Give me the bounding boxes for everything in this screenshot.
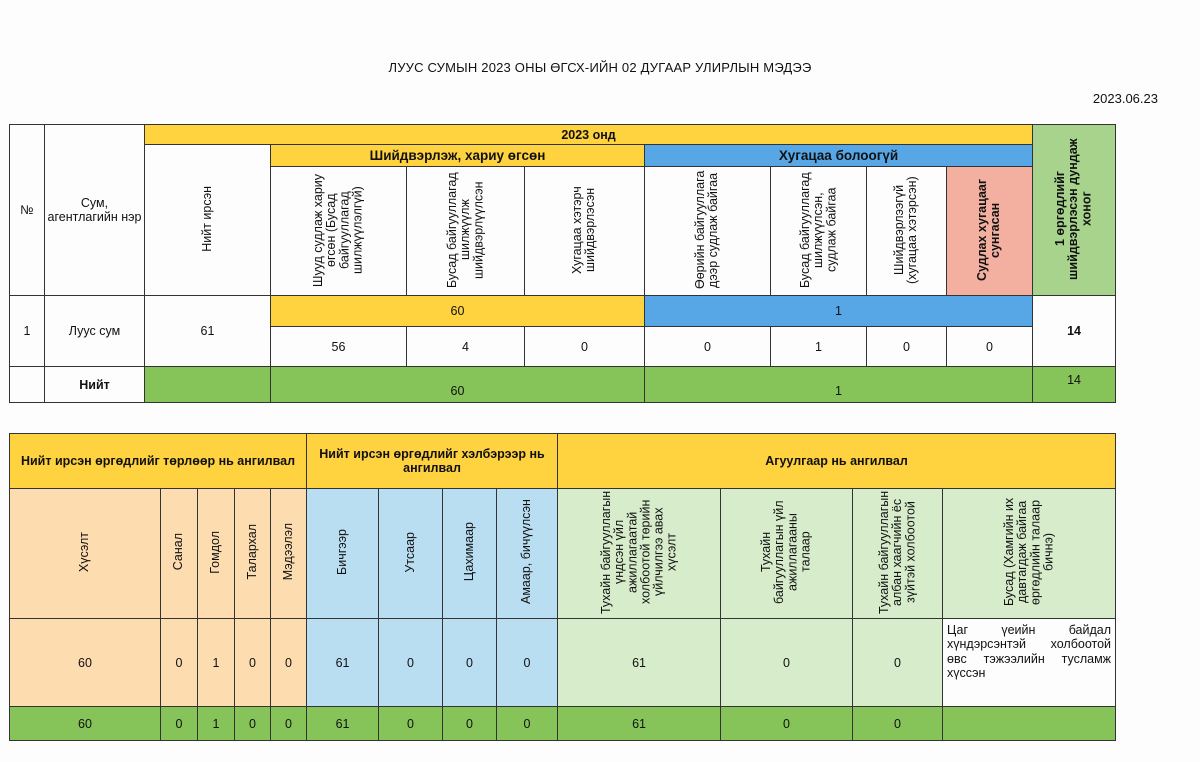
total-total <box>145 367 271 403</box>
t-request: 60 <box>10 707 161 741</box>
h-report <box>271 489 307 619</box>
h-content-other <box>943 489 1116 619</box>
h-phone <box>379 489 443 619</box>
t-complaint: 1 <box>198 707 235 741</box>
h-content-activity <box>721 489 853 619</box>
row-direct: 56 <box>271 327 407 367</box>
sub-other-header <box>771 167 867 296</box>
sub-overdue-label: Хугацаа хэтэрч шийдвэрлэсэн <box>570 185 598 274</box>
group-type-header: Нийт ирсэн өргөдлийг төрлөөр нь ангилвал <box>10 434 307 489</box>
h-report-label: Мэдээлэл <box>280 523 295 581</box>
t-thanks: 0 <box>235 707 271 741</box>
h-content-activity-label: Тухайн байгууллагын үйл ажиллагааны талаар <box>759 500 813 604</box>
h-written <box>307 489 379 619</box>
sub-extended-header <box>947 167 1033 296</box>
col-no-header: № <box>10 125 45 296</box>
sub-overdue-header <box>525 167 645 296</box>
r-content-service: 61 <box>558 619 721 707</box>
h-email <box>443 489 497 619</box>
h-written-label: Бичгээр <box>334 529 349 575</box>
t-phone: 0 <box>379 707 443 741</box>
group-form-header: Нийт ирсэн өргөдлийг хэлбэрээр нь ангилвал <box>307 434 558 489</box>
col-total-label: Нийт ирсэн <box>199 185 214 252</box>
row-overdue: 0 <box>525 327 645 367</box>
total-pending: 1 <box>645 367 1033 403</box>
classification-table <box>9 433 1116 741</box>
row-pending-sum: 1 <box>645 296 1033 327</box>
r-complaint: 1 <box>198 619 235 707</box>
h-content-service <box>558 489 721 619</box>
r-content-ethics: 0 <box>853 619 943 707</box>
total-avg: 14 <box>1033 367 1116 403</box>
sub-transferred-label: Бусад байгууллагад шилжүүлж шийдвэрлүүлсэн <box>444 171 486 288</box>
h-content-ethics-label: Тухайн байгууллагын албан хаагчийн ёс зүйтэй холбоотой <box>876 490 918 614</box>
h-phone-label: Утсаар <box>402 531 417 573</box>
t-proposal: 0 <box>161 707 198 741</box>
sub-transferred-header <box>407 167 525 296</box>
h-request <box>10 489 161 619</box>
h-content-service-label: Тухайн байгууллагын үндсэн үйл ажиллагаатай холбоотой төрийн үйлчилгээ авах хүсэлт <box>598 490 679 614</box>
h-thanks <box>235 489 271 619</box>
t-content-ethics: 0 <box>853 707 943 741</box>
year-header: 2023 онд <box>145 125 1033 145</box>
t-report: 0 <box>271 707 307 741</box>
t-content-activity: 0 <box>721 707 853 741</box>
row-extended: 0 <box>947 327 1033 367</box>
r-report: 0 <box>271 619 307 707</box>
h-request-label: Хүсэлт <box>77 531 92 573</box>
h-oral <box>497 489 558 619</box>
sub-own-header <box>645 167 771 296</box>
t-content-other <box>943 707 1116 741</box>
row-own: 0 <box>645 327 771 367</box>
t-email: 0 <box>443 707 497 741</box>
row-resolved-sum: 60 <box>271 296 645 327</box>
h-thanks-label: Талархал <box>244 524 259 580</box>
total-resolved: 60 <box>271 367 645 403</box>
h-content-other-label: Бусад (Хамгийн их давтагдаж байгаа өргөдлийн талаар бичнэ) <box>1001 497 1056 607</box>
sub-unresolved-label: Шийдвэрлээгүй (хугацаа хэтэрсэн) <box>892 175 920 284</box>
row-transferred: 4 <box>407 327 525 367</box>
col-name-header: Сум, агентлагийн нэр <box>45 125 145 296</box>
col-total-header <box>145 145 271 296</box>
sub-unresolved-header <box>867 167 947 296</box>
h-complaint-label: Гомдол <box>208 530 223 574</box>
h-proposal <box>161 489 198 619</box>
sub-direct-label: Шууд судлаж хариу өгсөн (Бусад байгууллагад шилжүүлэлгүй) <box>311 173 365 287</box>
row-other: 1 <box>771 327 867 367</box>
r-thanks: 0 <box>235 619 271 707</box>
r-phone: 0 <box>379 619 443 707</box>
row-avg: 14 <box>1033 296 1116 367</box>
row-total: 61 <box>145 296 271 367</box>
group-resolved-header: Шийдвэрлэж, хариу өгсөн <box>271 145 645 167</box>
sub-own-label: Өөрийн байгууллага дээр судлаж байгаа <box>693 170 721 289</box>
col-avg-header <box>1033 125 1116 296</box>
sub-other-label: Бусад байгууллагад шилжүүлсэн, судлаж байгаа <box>797 171 839 288</box>
group-pending-header: Хугацаа болоогүй <box>645 145 1033 167</box>
report-title: ЛУУС СУМЫН 2023 ОНЫ ӨГСХ-ИЙН 02 ДУГААР УЛИРЛЫН МЭДЭЭ <box>388 60 812 75</box>
sub-direct-header <box>271 167 407 296</box>
h-email-label: Цахимаар <box>461 522 476 582</box>
col-avg-label: 1 өргөдлийг шийдвэрлэсэн дундаж хоног <box>1053 137 1094 280</box>
row-no: 1 <box>10 296 45 367</box>
t-content-service: 61 <box>558 707 721 741</box>
status-table <box>9 124 1116 403</box>
r-request: 60 <box>10 619 161 707</box>
r-written: 61 <box>307 619 379 707</box>
h-proposal-label: Санал <box>171 533 186 571</box>
sub-extended-label: Судлах хугацааг сунгасан <box>975 178 1003 281</box>
t-oral: 0 <box>497 707 558 741</box>
h-content-ethics <box>853 489 943 619</box>
r-content-other: Цаг үеийн байдал хүндэрсэнтэй холбоотой өвс тэжээлийн тусламж хүссэн <box>943 619 1116 707</box>
report-date: 2023.06.23 <box>1092 91 1158 106</box>
r-email: 0 <box>443 619 497 707</box>
total-no <box>10 367 45 403</box>
total-label: Нийт <box>45 367 145 403</box>
row-name: Луус сум <box>45 296 145 367</box>
group-content-header: Агуулгаар нь ангилвал <box>558 434 1116 489</box>
h-oral-label: Амаар, бичүүлсэн <box>519 499 534 605</box>
t-written: 61 <box>307 707 379 741</box>
row-unresolved: 0 <box>867 327 947 367</box>
h-complaint <box>198 489 235 619</box>
r-oral: 0 <box>497 619 558 707</box>
r-content-activity: 0 <box>721 619 853 707</box>
r-proposal: 0 <box>161 619 198 707</box>
